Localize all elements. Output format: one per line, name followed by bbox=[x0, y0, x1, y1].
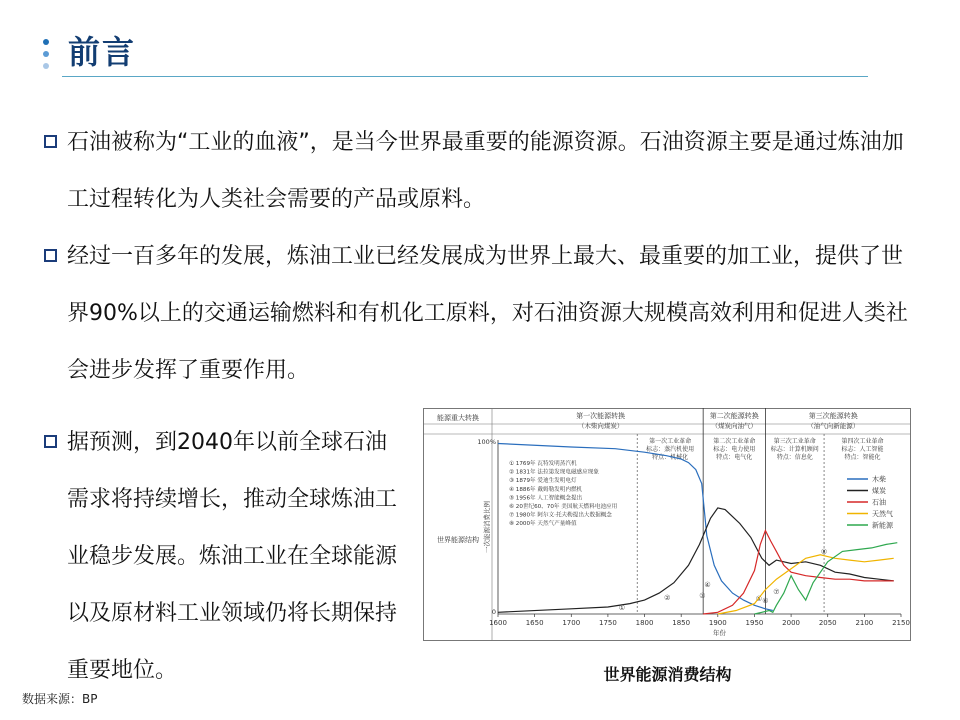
y-tick-label: 0 bbox=[491, 608, 496, 616]
event-list-item: ⑤ 1956年 人工智能概念提出 bbox=[509, 495, 583, 502]
revolution-note: 标志：电力使用 bbox=[713, 446, 756, 453]
x-tick-label: 2050 bbox=[818, 619, 837, 627]
row-label: 能源重大转换 bbox=[437, 414, 479, 422]
x-tick-label: 2000 bbox=[782, 619, 801, 627]
revolution-note: 特点：智能化 bbox=[844, 454, 881, 461]
slide-title: 前言 bbox=[68, 33, 137, 71]
revolution-note: 标志：计算机顾问 bbox=[770, 446, 819, 453]
transition-sub-label: （木柴向煤炭） bbox=[577, 422, 624, 430]
event-marker: ② bbox=[664, 594, 671, 602]
event-list-item: ③ 1879年 爱迪生发明电灯 bbox=[509, 478, 577, 485]
energy-chart-svg bbox=[423, 408, 911, 641]
event-marker: ⑧ bbox=[820, 548, 828, 556]
event-list-item: ④ 1886年 戴姆勒发明内燃机 bbox=[509, 486, 583, 493]
legend-label: 木柴 bbox=[872, 475, 886, 484]
bullet-square-icon bbox=[44, 249, 57, 262]
event-marker: ③ bbox=[699, 592, 706, 600]
event-marker: ⑦ bbox=[773, 588, 780, 596]
chart-caption: 世界能源消费结构 bbox=[603, 665, 732, 684]
x-tick-label: 2100 bbox=[855, 619, 874, 627]
title-decoration bbox=[41, 39, 51, 73]
row-label: 世界能源结构 bbox=[437, 536, 479, 544]
event-list-item: ⑧ 2000年 天然气产量峰值 bbox=[509, 521, 577, 528]
x-tick-label: 1650 bbox=[525, 619, 544, 627]
revolution-note: 第一次工业革命 bbox=[649, 438, 692, 445]
x-tick-label: 1600 bbox=[489, 619, 507, 627]
legend-label: 煤炭 bbox=[872, 487, 886, 495]
transition-label: 第三次能源转换 bbox=[808, 412, 858, 420]
revolution-note: 特点：电气化 bbox=[716, 454, 753, 461]
bullet-text-3: 据预测，到2040年以前全球石油需求将持续增长，推动全球炼油工业稳步发展。炼油工业在全球能源以及原材料工业领域仍将长期保持重要地位。 bbox=[67, 430, 398, 683]
bullet-square-icon bbox=[44, 135, 57, 148]
x-tick-label: 1850 bbox=[672, 619, 691, 627]
energy-chart bbox=[423, 408, 911, 641]
event-list-item: ① 1769年 瓦特发明蒸汽机 bbox=[509, 461, 577, 467]
x-tick-label: 1800 bbox=[635, 619, 654, 627]
y-tick-label: 100% bbox=[477, 438, 496, 446]
x-tick-label: 1750 bbox=[598, 619, 617, 627]
event-marker: ① bbox=[618, 604, 625, 612]
legend-label: 新能源 bbox=[872, 521, 893, 530]
x-tick-label: 1700 bbox=[562, 619, 581, 627]
transition-label: 第一次能源转换 bbox=[576, 412, 626, 420]
revolution-note: 特点：信息化 bbox=[776, 454, 813, 461]
legend-label: 天然气 bbox=[872, 510, 893, 518]
event-marker: ⑤ bbox=[755, 595, 762, 603]
bullet-square-icon bbox=[44, 435, 57, 448]
x-tick-label: 1900 bbox=[708, 619, 727, 627]
revolution-note: 第三次工业革命 bbox=[773, 438, 816, 445]
x-tick-label: 1950 bbox=[745, 619, 764, 627]
event-list-item: ⑦ 1980年 阿尔文·托夫勒提出大数据概念 bbox=[509, 512, 612, 519]
transition-sub-label: （煤炭向油气） bbox=[711, 422, 758, 430]
x-tick-label: 2150 bbox=[892, 619, 910, 627]
transition-sub-label: （油气向新能源） bbox=[807, 422, 860, 430]
revolution-note: 特点：机械化 bbox=[652, 454, 689, 461]
revolution-note: 标志：人工智能 bbox=[841, 446, 884, 453]
event-marker: ⑥ bbox=[762, 597, 769, 605]
title-underline bbox=[62, 76, 868, 77]
revolution-note: 第二次工业革命 bbox=[713, 438, 756, 445]
y-axis-label: 一次能源消费比例 bbox=[483, 501, 491, 553]
revolution-note: 第四次工业革命 bbox=[841, 438, 884, 445]
revolution-note: 标志：蒸汽机使用 bbox=[646, 446, 695, 453]
source-note: 数据来源：BP bbox=[22, 692, 98, 706]
event-list-item: ⑥ 20世纪60、70年 美国航天燃料电池应用 bbox=[509, 504, 618, 510]
x-axis-label: 年份 bbox=[713, 629, 726, 637]
legend-label: 石油 bbox=[872, 498, 886, 507]
event-marker: ④ bbox=[704, 581, 711, 589]
event-list-item: ② 1831年 法拉第发现电磁感应现象 bbox=[509, 469, 599, 476]
bullet-text-1: 石油被称为“工业的血液”，是当今世界最重要的能源资源。石油资源主要是通过炼油加工过程转化为人类社会需要的产品或原料。 bbox=[67, 130, 904, 212]
transition-label: 第二次能源转换 bbox=[709, 412, 759, 420]
bullet-text-2: 经过一百多年的发展，炼油工业已经发展成为世界上最大、最重要的加工业，提供了世界90%以上的交通运输燃料和有机化工原料，对石油资源大规模高效利用和促进人类社会进步发挥了重要作用。 bbox=[67, 244, 908, 383]
